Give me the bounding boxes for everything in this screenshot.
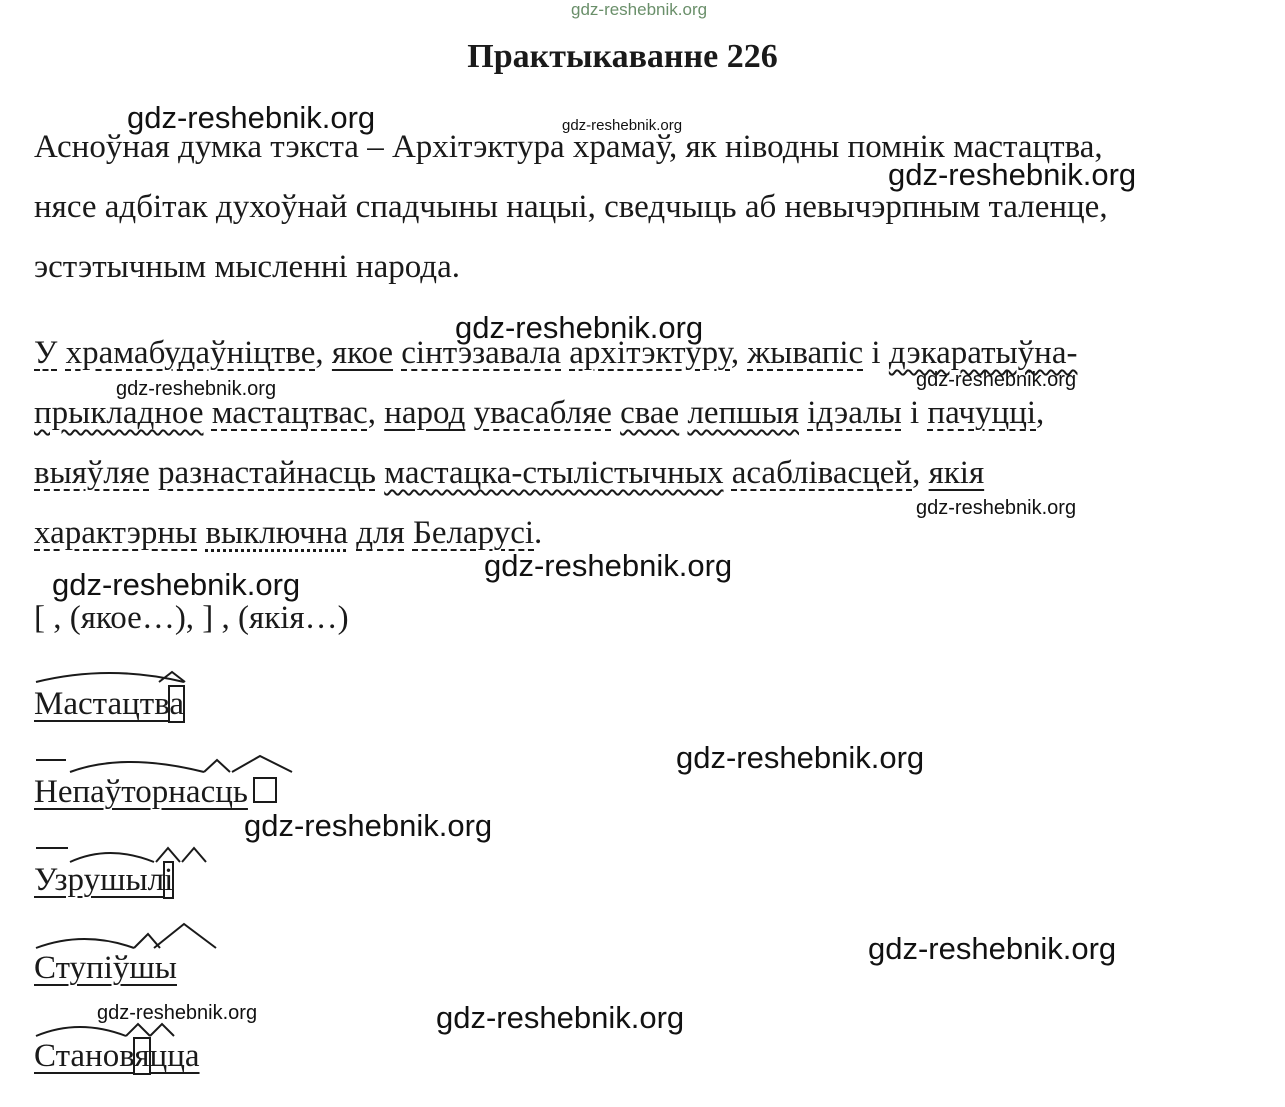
sentence-word: пачуцці [927, 395, 1037, 431]
word-ending: а [169, 686, 184, 722]
space [881, 335, 889, 371]
sentence-word: ідэалы [807, 395, 902, 431]
space [376, 455, 384, 491]
word-stem: Узрушыл [34, 862, 165, 898]
word-stem: Мастацтв [34, 686, 170, 722]
suffix-mark [150, 1024, 174, 1036]
morpheme-word [34, 684, 184, 724]
space [902, 395, 910, 431]
sentence-word: Беларусі [412, 515, 535, 551]
punct: , [730, 335, 748, 371]
paragraph-line: эстэтычным мысленні народа. [34, 249, 460, 285]
sentence-word: свае [620, 395, 680, 431]
space [799, 395, 807, 431]
sentence-word: разнастайнасць [157, 455, 376, 491]
watermark: gdz-reshebnik.org [868, 931, 1117, 966]
sentence-word: мастацка-стылістычных [384, 455, 724, 491]
parsed-sentence [34, 323, 1077, 563]
morpheme-word [34, 860, 173, 900]
punct: , [315, 335, 332, 371]
sentence-line [34, 383, 1077, 443]
sentence-line [34, 443, 1077, 503]
suffix-mark [154, 924, 216, 948]
sentence-word: характэрны [34, 515, 198, 551]
space [465, 395, 473, 431]
watermark: gdz-reshebnik.org [52, 567, 301, 602]
sentence-word: выключна [205, 515, 349, 551]
sentence-word: мастацтвас [211, 395, 368, 431]
sentence-word: У [34, 335, 58, 371]
sentence-word: асаблівасцей [731, 455, 913, 491]
space [203, 395, 211, 431]
page-title: Практыкаванне 226 [467, 38, 778, 75]
word-stem: Станов [34, 1038, 135, 1074]
suffix-mark [159, 672, 185, 682]
root-arc [36, 939, 134, 948]
word-ending: і [164, 862, 174, 898]
space [723, 455, 731, 491]
punct: , [912, 455, 929, 491]
watermark: gdz-reshebnik.org [116, 378, 277, 400]
suffix-mark [126, 1024, 150, 1036]
watermark: gdz-reshebnik.org [484, 548, 733, 583]
watermark: gdz-reshebnik.org [244, 808, 493, 843]
watermark: gdz-reshebnik.org [916, 497, 1077, 519]
sentence-word: жывапіс [747, 335, 864, 371]
paragraph-line: Асноўная думка тэкста – Архітэктура храмаў, як ніводны помнік мастацтва, [34, 129, 1103, 165]
root-arc [70, 853, 154, 862]
sentence-word: дэкаратыўна- [888, 335, 1078, 371]
watermark: gdz-reshebnik.org [676, 740, 925, 775]
sentence-word: якія [928, 455, 985, 491]
space [57, 335, 65, 371]
word-stem: Непаўторнасць [34, 774, 248, 810]
sentence-word: сінтэзавала [401, 335, 562, 371]
root-arc [70, 762, 204, 772]
watermark: gdz-reshebnik.org [916, 369, 1077, 391]
paragraph-line: нясе адбітак духоўнай спадчыны нацыі, сведчыць аб невычэрпным таленце, [34, 189, 1108, 225]
root-arc [36, 1027, 126, 1036]
suffix-mark [156, 848, 180, 862]
suffix-mark [204, 760, 230, 772]
punct: . [534, 515, 543, 551]
zero-ending [254, 778, 276, 802]
watermark: gdz-reshebnik.org [436, 1000, 685, 1035]
word-postfix: цца [149, 1038, 200, 1074]
watermark: gdz-reshebnik.org [97, 1002, 258, 1024]
sentence-word: храмабудаўніцтве [65, 335, 316, 371]
watermark: gdz-reshebnik.org [562, 117, 683, 134]
suffix-mark [232, 756, 292, 772]
sentence-word: архітэктуру [569, 335, 731, 371]
sentence-word: лепшыя [687, 395, 799, 431]
sentence-scheme: [ , (якое…), ] , (якія…) [34, 600, 349, 636]
morpheme-word [34, 948, 177, 988]
sentence-line [34, 323, 1077, 383]
sentence-word: прыкладное [34, 395, 204, 431]
space [405, 515, 413, 551]
morpheme-word [34, 772, 276, 812]
sentence-word: увасабляе [473, 395, 612, 431]
punct: , [367, 395, 385, 431]
morpheme-word [34, 1036, 200, 1076]
watermark: gdz-reshebnik.org [455, 310, 704, 345]
word-ending: я [134, 1038, 150, 1074]
word-stem: Ступіўшы [34, 950, 177, 986]
space [612, 395, 620, 431]
sentence-line [34, 503, 1077, 563]
sentence-word: выяўляе [34, 455, 150, 491]
main-idea-paragraph [34, 117, 1108, 297]
suffix-mark [134, 934, 160, 948]
watermark-top: gdz-reshebnik.org [571, 0, 708, 19]
sentence-word: і [871, 335, 881, 371]
punct: , [1036, 395, 1045, 431]
sentence-word: народ [384, 395, 466, 431]
sentence-word: якое [331, 335, 394, 371]
space [150, 455, 158, 491]
root-arc [36, 673, 184, 682]
sentence-word: і [910, 395, 920, 431]
sentence-word: для [356, 515, 405, 551]
watermark: gdz-reshebnik.org [888, 157, 1137, 192]
suffix-mark [182, 848, 206, 862]
watermark: gdz-reshebnik.org [127, 100, 376, 135]
